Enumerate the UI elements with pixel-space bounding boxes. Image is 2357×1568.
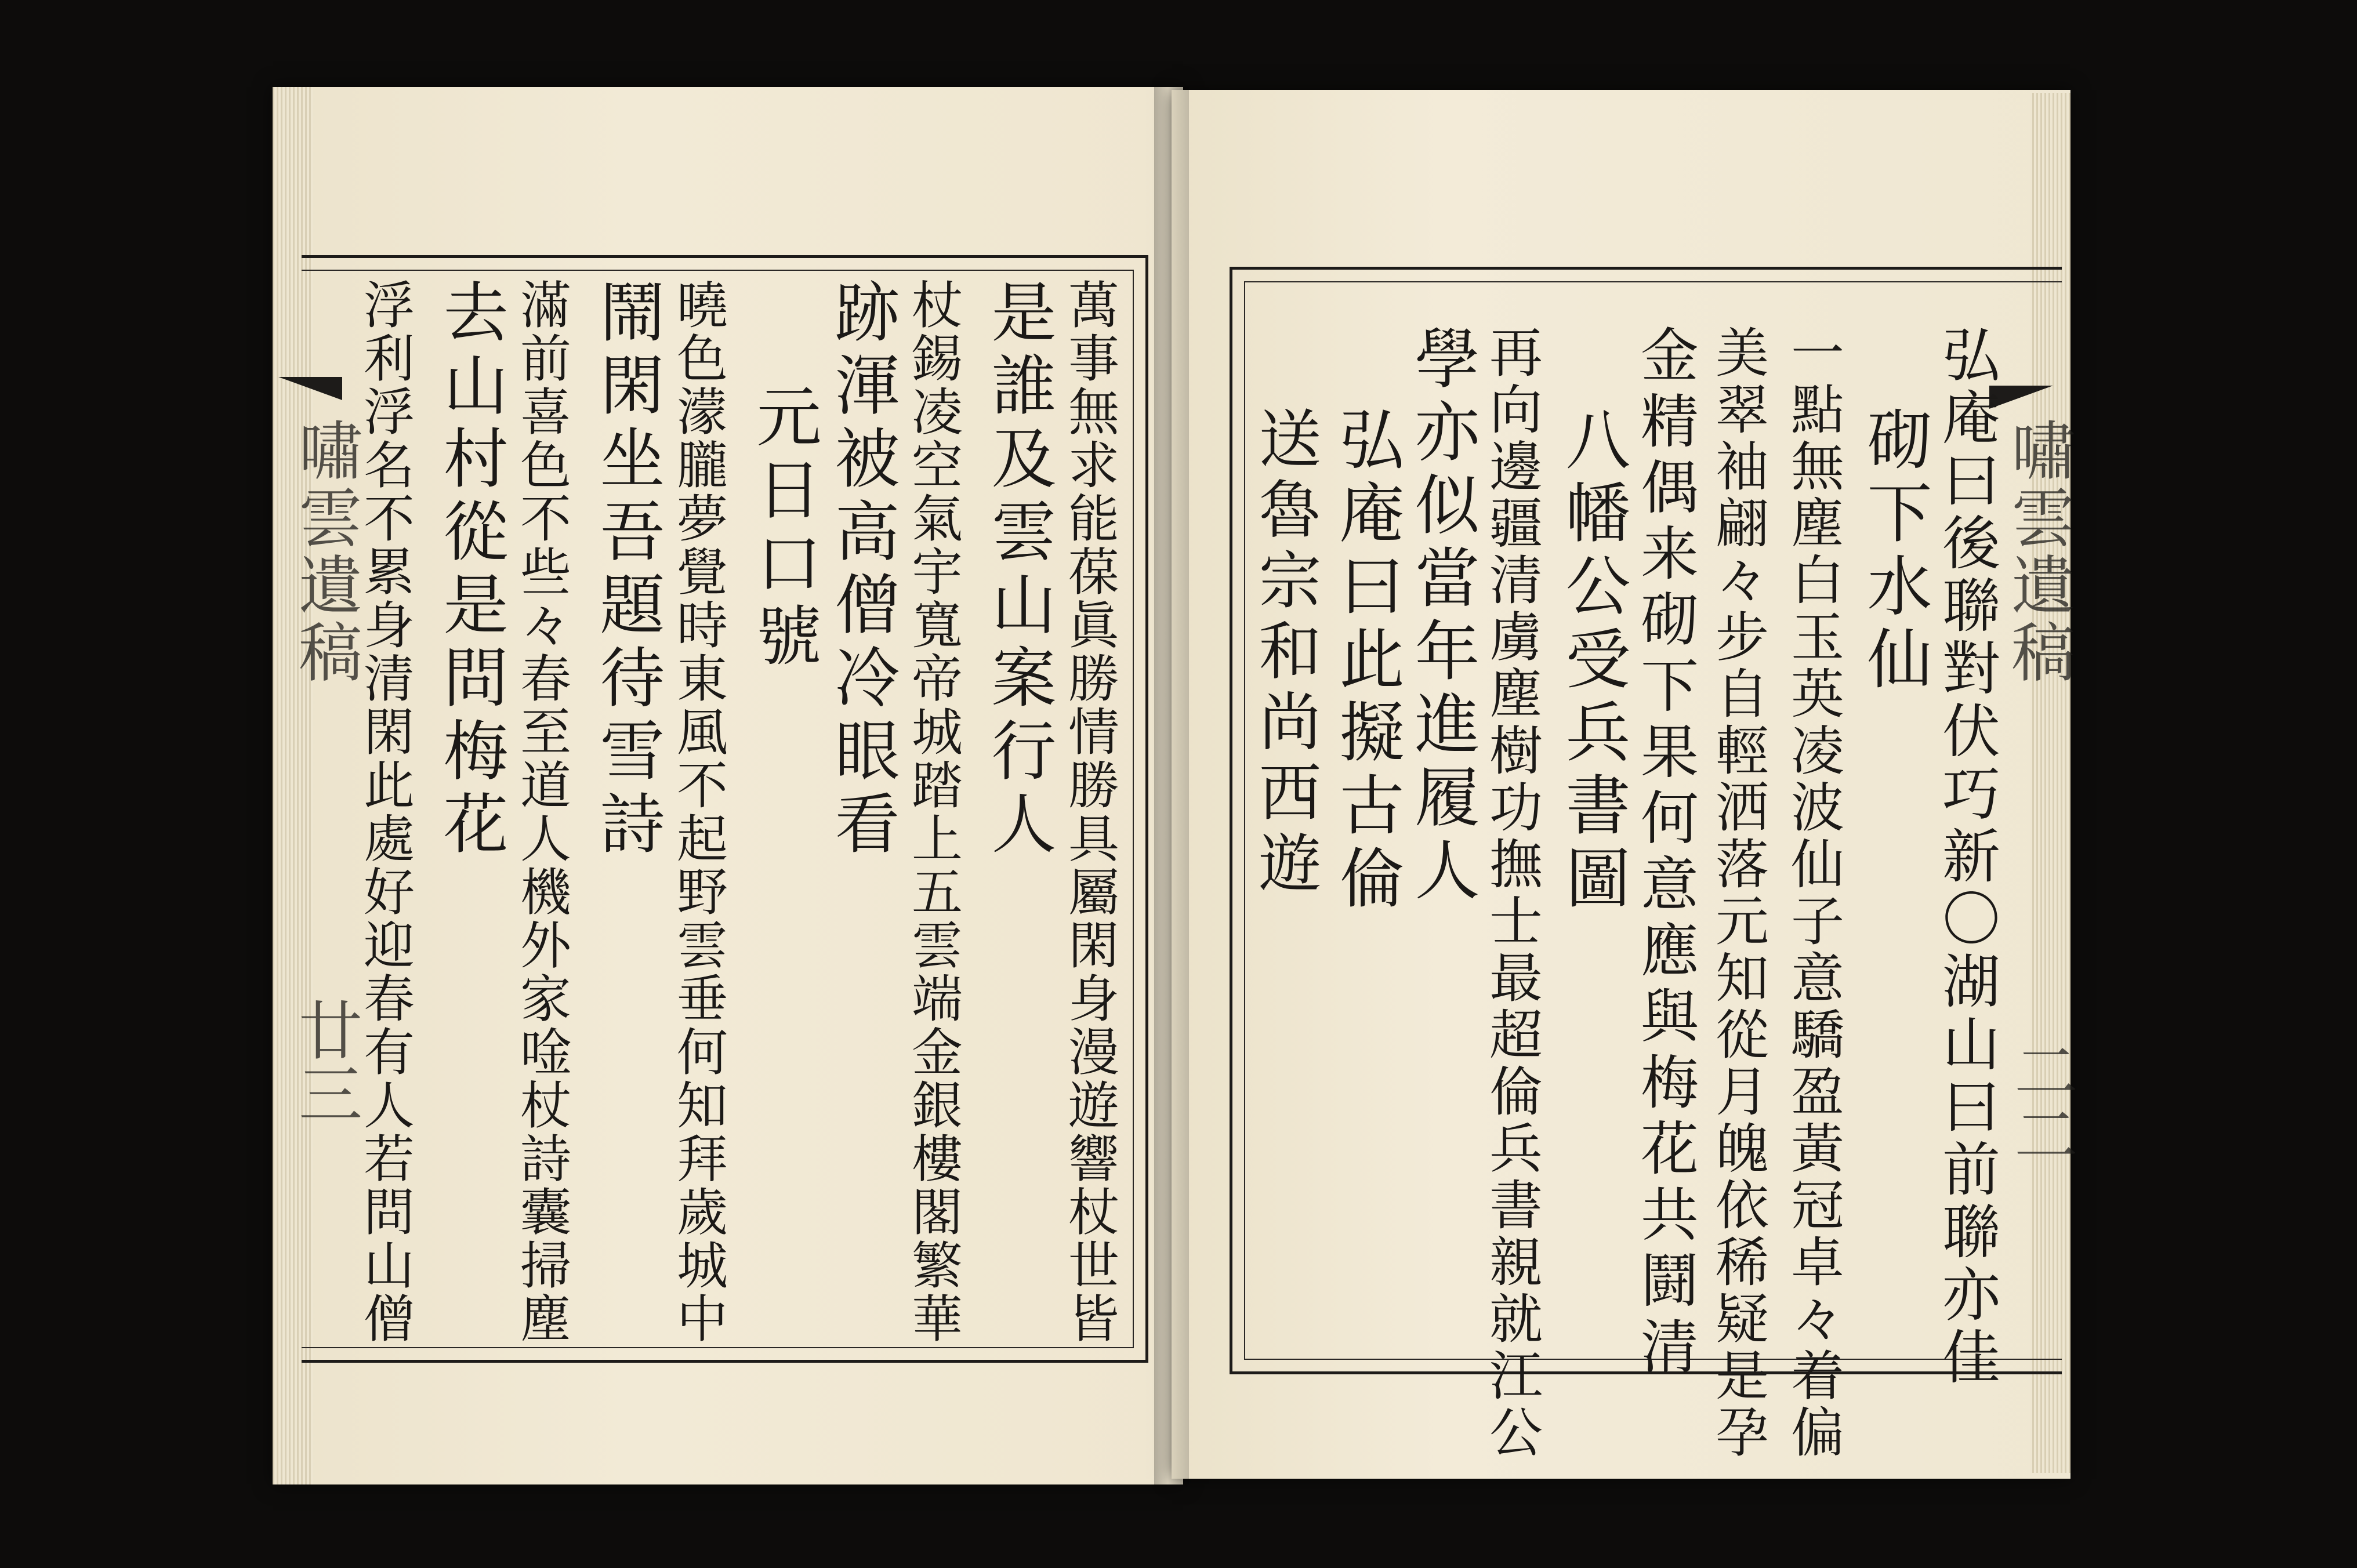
right-column-1: 弘庵曰後聯對伏巧新〇湖山曰前聯亦佳	[1932, 325, 2000, 1389]
left-column-10: 浮利浮名不累身清閑此處好迎春有人若問山僧	[356, 278, 415, 1345]
left-column-4: 跡渾被高僧冷眼看	[824, 278, 900, 863]
right-column-8: 學亦似當年進履人	[1404, 325, 1480, 909]
fish-tail-mark-left	[278, 377, 342, 400]
left-column-7: 鬧閑坐吾題待雪詩	[589, 278, 665, 863]
right-column-7: 再向邊疆清虜塵樹功撫士最超倫兵書親就江公	[1481, 325, 1543, 1461]
left-column-8: 滿前喜色不些々春至道人機外家唫杖詩囊掃塵	[512, 278, 572, 1345]
right-column-5: 金精偶来砌下果何意應與梅花共鬪清	[1631, 325, 1699, 1382]
right-column-6: 八幡公受兵書圖	[1555, 406, 1630, 917]
right-column-2: 砌下水仙	[1856, 406, 1932, 698]
right-banxin-page-number: 二二	[2004, 1038, 2078, 1166]
left-banxin-title: 嘯雲遺稿	[288, 418, 362, 687]
left-column-2: 是誰及雲山案行人	[981, 278, 1056, 863]
right-column-3: 一點無塵白玉英凌波仙子意驕盈黃冠卓々着偏	[1782, 325, 1844, 1461]
left-column-5: 元日口號	[746, 383, 821, 675]
right-banxin-title: 嘯雲遺稿	[2001, 418, 2075, 687]
book-gutter	[1154, 87, 1189, 1484]
left-column-6: 曉色濛朧夢覺時東風不起野雲垂何知拜歲城中	[669, 278, 728, 1345]
right-column-9: 弘庵曰此擬古倫	[1329, 406, 1404, 917]
right-column-10: 送魯宗和尚西遊	[1248, 406, 1321, 901]
left-column-3: 杖錫凌空氣宇寬帝城踏上五雲端金銀樓閣繁華	[904, 278, 963, 1345]
left-column-9: 去山村從是問梅花	[433, 278, 508, 863]
right-column-4: 美翠袖翩々步自輕洒落元知從月魄依稀疑是孕	[1707, 325, 1769, 1461]
left-column-1: 萬事無求能葆眞勝情勝具屬閑身漫遊響杖世皆	[1060, 278, 1120, 1345]
left-banxin-page-number: 廿三	[288, 997, 362, 1125]
